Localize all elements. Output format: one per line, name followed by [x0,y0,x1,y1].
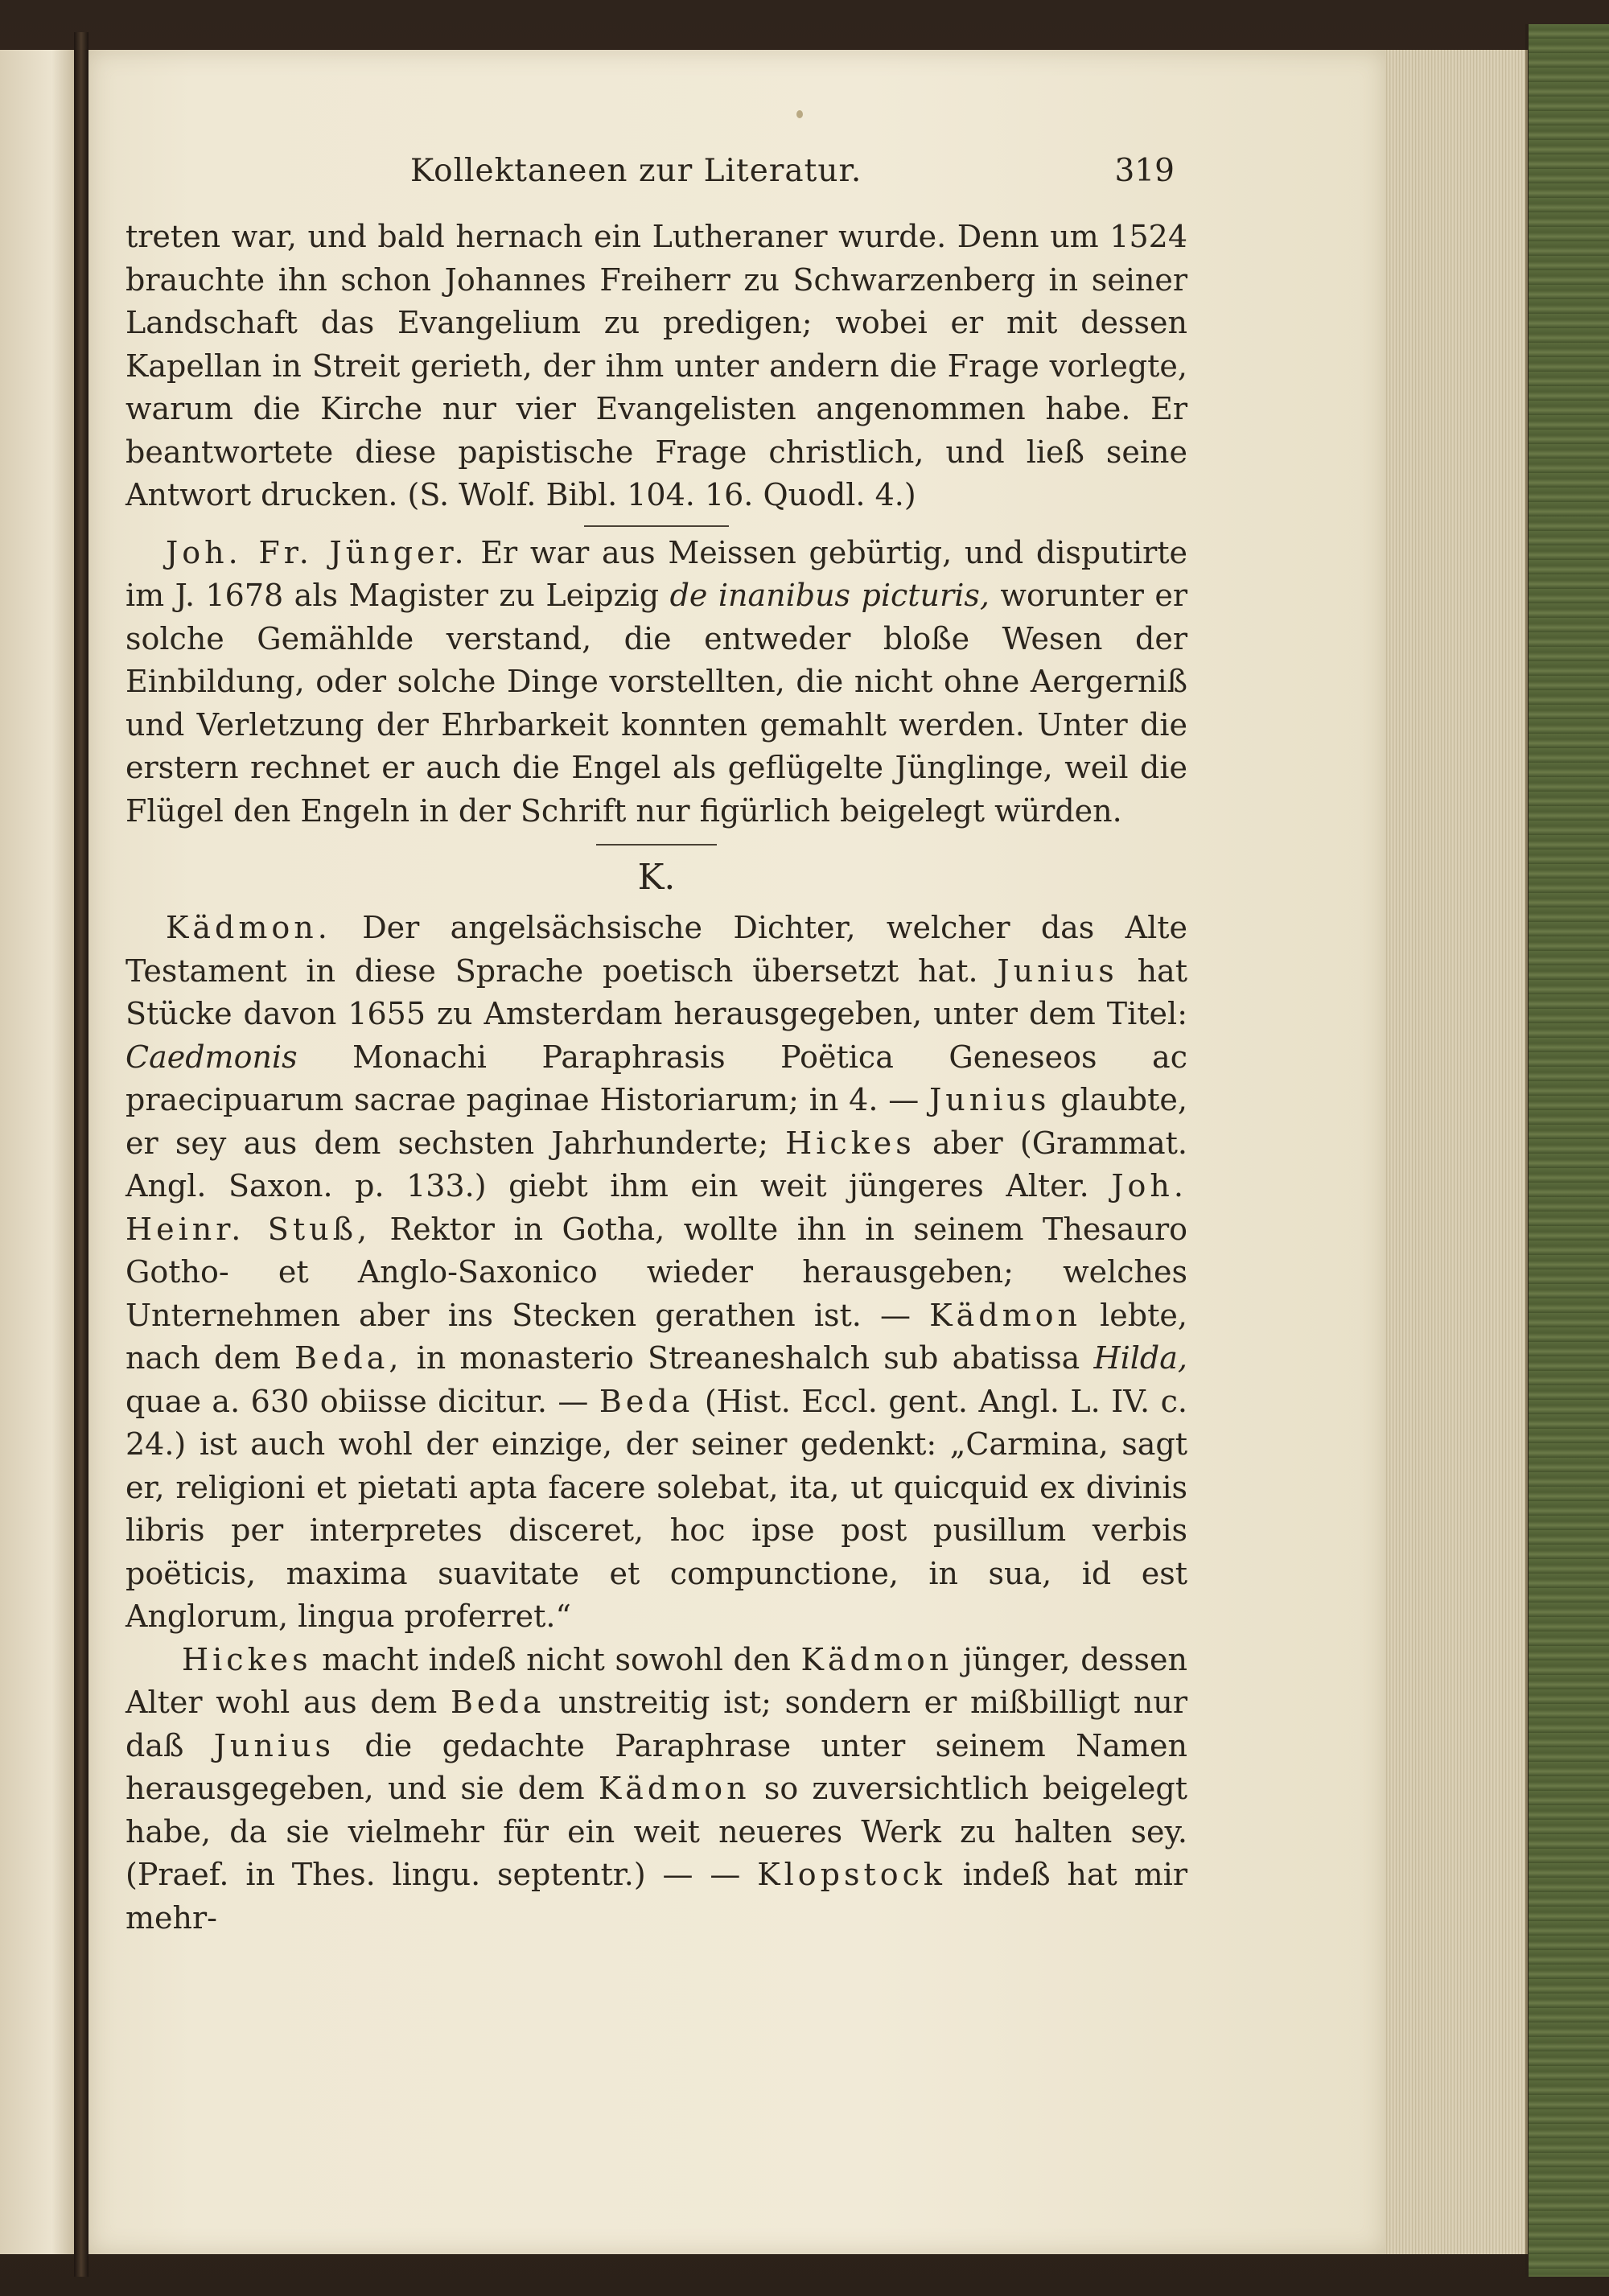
entry-text: worunter er solche Gemählde verstand, die entweder bloße Wesen der Einbildung, oder solche Dinge vorstellten, die nicht ohne Aergerniß und Verletzung der Ehrbarkeit konnten gemahlt werden. Unter die erstern rechnet er auch die Engel als geflügelte Jünglinge, weil die Flügel den Engeln in der Schrift nur figürlich beigelegt würden. [126,578,1187,829]
latin-title: Caedmonis [126,1039,298,1075]
entry-text: Der angelsächsische Dichter, welcher das Alte Testament in diese Sprache poetisch übersetzt hat. [126,910,1187,989]
paragraph-continuation: treten war, und bald hernach ein Lutheraner wurde. Denn um 1524 brauchte ihn schon Johannes Freiherr zu Schwarzenberg in seiner Landschaft das Evangelium zu predigen; wobei er mit dessen Kapellan in Streit gerieth, der ihm unter andern die Frage vorlegte, warum die Kirche nur vier Evangelisten angenommen habe. Er beantwortete diese papistische Frage christlich, und ließ seine Antwort drucken. (S. Wolf. Bibl. 104. 16. Quodl. 4.) [126,219,1187,512]
entry-kaedmon [126,907,1187,1639]
book-gutter [74,32,88,2277]
paper-stain [796,110,803,118]
entry-text: die gedachte Paraphrase unter seinem Namen herausgegeben, und sie dem [126,1727,1187,1806]
entry-text: quae a. 630 obiisse dicitur. — [126,1383,589,1419]
latin-name: Hilda, [1093,1340,1187,1376]
entry-text: so zuversichtlich beigelegt habe, da sie vielmehr für ein weit neueres Werk zu halten sey. (Praef. in Thes. lingu. septentr.) — — [126,1771,1187,1892]
left-page-edge [0,50,76,2254]
entry-text: Monachi Paraphrasis Poëtica Geneseos ac praecipuarum sacrae paginae Historiarum; in 4. — [126,1039,1187,1117]
entry-text: lebte, nach dem [126,1297,1187,1376]
page-body [126,216,1187,1940]
entry-heading: Joh. Fr. Jünger. [166,534,468,570]
person-name: Kädmon [929,1297,1081,1333]
person-name: Kädmon [598,1771,751,1806]
entry-juenger [126,532,1187,833]
person-name: Hickes [785,1125,916,1161]
page-header [129,153,1175,201]
person-name: Beda, [294,1340,403,1376]
person-name: Junius [997,953,1118,989]
entry-text: jünger, dessen Alter wohl aus dem [126,1641,1187,1720]
person-name: Hickes [182,1641,312,1677]
book-cover-edge [1525,24,1609,2277]
section-divider [596,844,717,846]
entry-divider [584,525,729,527]
entry-text: in monasterio Streaneshalch sub abatissa [416,1340,1080,1376]
entry-text: hat Stücke davon 1655 zu Amsterdam herausgegeben, unter dem Titel: [126,953,1187,1031]
entry-text: unstreitig ist; sondern er mißbilligt nur daß [126,1685,1187,1763]
entry-text: glaubte, er sey aus dem sechsten Jahrhunderte; [126,1082,1187,1161]
person-name: Klopstock [757,1857,946,1892]
entry-text: Rektor in Gotha, wollte ihn in seinem Thesauro Gotho- et Anglo-Saxonico wieder herausgeben; welches Unternehmen aber ins Stecken gerathen ist. — [126,1211,1187,1333]
page-number: 319 [1114,153,1175,189]
entry-text: (Hist. Eccl. gent. Angl. L. IV. c. 24.) ist auch wohl der einzige, der seiner gedenkt: „Carmina, sagt er, religioni et pietati apta facere solebat, ita, ut quicquid ex divinis libris per interpretes disceret, hoc ipse post pusillum verbis poëticis, maxima suavitate et compunctione, in sua, id est Anglorum, lingua proferret.“ [126,1383,1187,1634]
entry-heading: Kädmon. [166,910,331,945]
entry-text: macht indeß nicht sowohl den [322,1641,791,1677]
entry-text: indeß hat mir mehr- [126,1857,1188,1936]
person-name: Junius [213,1727,335,1763]
entry-kaedmon-continued [126,1639,1187,1940]
person-name: Beda [599,1383,694,1419]
latin-title: de inanibus picturis, [669,578,990,613]
page-block-edge [1384,50,1528,2254]
entry-text: Er war aus Meissen gebürtig, und disputirte im J. 1678 als Magister zu Leipzig [126,534,1187,613]
person-name: Kädmon [800,1641,953,1677]
section-letter: K. [637,857,676,898]
entry-text: aber (Grammat. Angl. Saxon. p. 133.) giebt ihm ein weit jüngeres Alter. [126,1125,1187,1204]
running-title: Kollektaneen zur Literatur. [410,153,862,189]
person-name: Beda [450,1685,545,1720]
person-name: Joh. Heinr. Stuß, [126,1168,1187,1247]
person-name: Junius [929,1082,1051,1117]
